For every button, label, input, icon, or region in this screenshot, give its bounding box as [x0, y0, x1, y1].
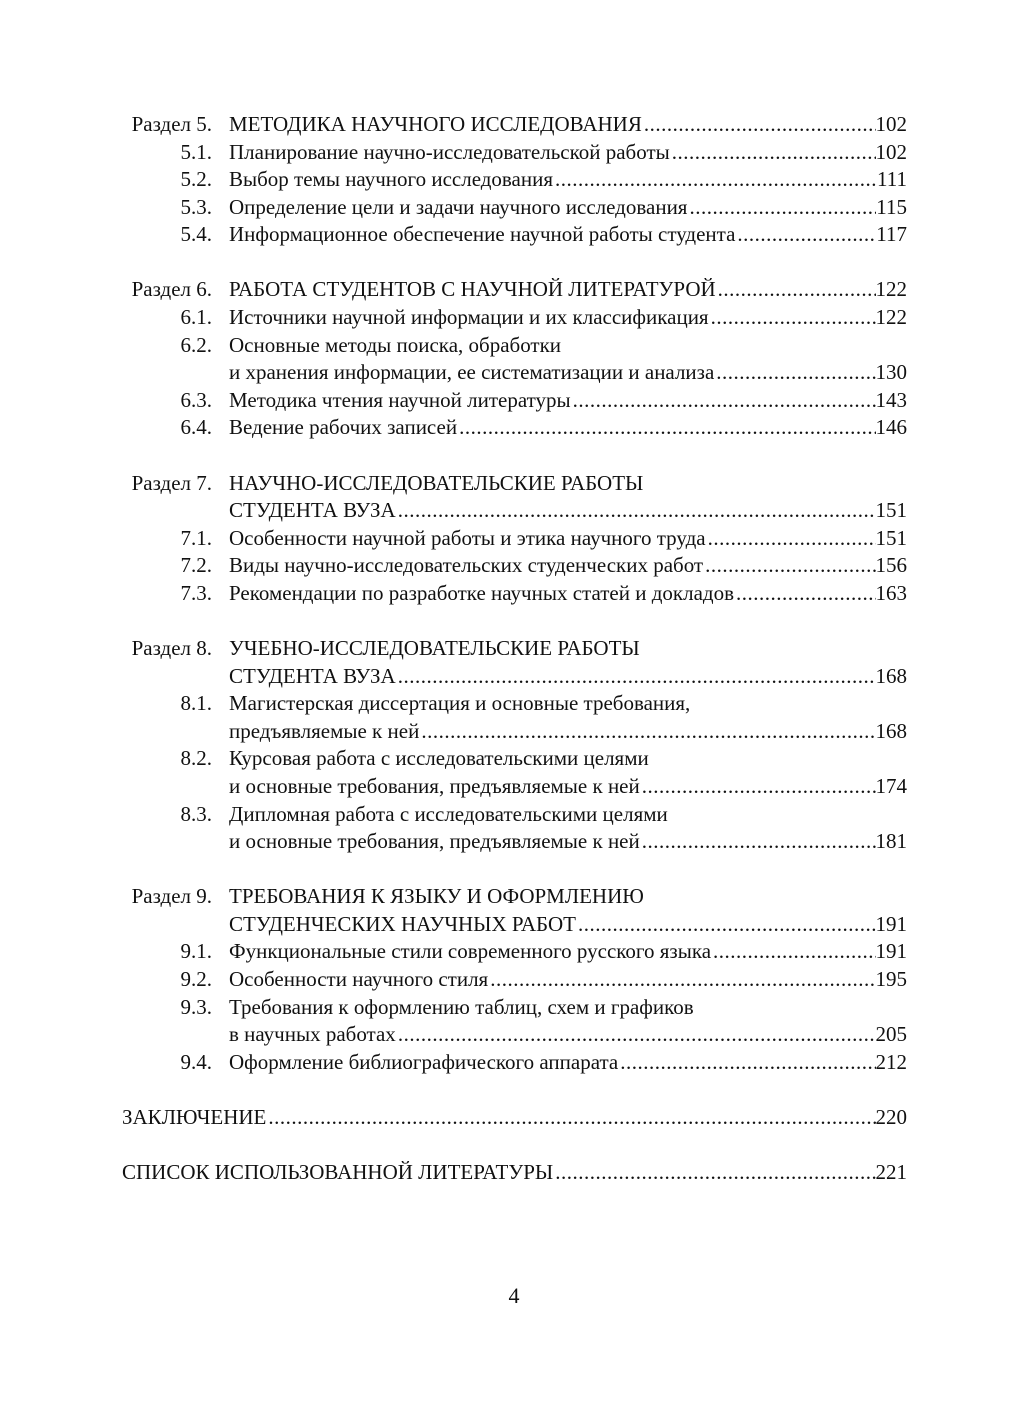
dot-leader: [706, 525, 876, 553]
dot-leader: [488, 966, 875, 994]
entry-page: 220: [875, 1104, 907, 1129]
dot-leader: [714, 359, 875, 387]
toc-entry: [122, 139, 907, 167]
toc-entry: [122, 1104, 907, 1132]
entry-title: Рекомендации по разработке научных статей и докладов: [229, 580, 734, 605]
entry-page: 191: [875, 939, 907, 964]
toc-entry: [122, 221, 907, 249]
dot-leader: [419, 718, 875, 746]
entry-page: 130: [875, 360, 907, 385]
toc-entry: [122, 745, 907, 773]
dot-leader: [703, 552, 875, 580]
entry-body: [229, 718, 907, 746]
dot-leader: [734, 580, 876, 608]
toc-entry: [122, 718, 907, 746]
entry-title: Методика чтения научной литературы: [229, 387, 571, 412]
entry-title: СПИСОК ИСПОЛЬЗОВАННОЙ ЛИТЕРАТУРЫ: [122, 1160, 554, 1184]
entry-title: Ведение рабочих записей: [229, 415, 458, 440]
entry-body: [229, 525, 907, 553]
entry-body: [229, 359, 907, 387]
entry-title: и хранения информации, ее систематизации и анализа: [229, 360, 715, 385]
entry-body: [229, 1021, 907, 1049]
entry-title: Особенности научной работы и этика научного труда: [229, 525, 706, 550]
toc-entry: [122, 359, 907, 387]
entry-body: [229, 304, 907, 332]
page-number: 4: [508, 1283, 520, 1308]
dot-leader: [640, 773, 876, 801]
entry-title: СТУДЕНЧЕСКИХ НАУЧНЫХ РАБОТ: [229, 911, 576, 936]
toc-entry: [122, 994, 907, 1022]
entry-title: МЕТОДИКА НАУЧНОГО ИССЛЕДОВАНИЯ: [229, 112, 642, 136]
entry-number: Раздел 7.: [131, 470, 212, 495]
toc-section: [122, 635, 907, 856]
entry-title: Функциональные стили современного русского языка: [229, 939, 712, 964]
entry-title: Определение цели и задачи научного исследования: [229, 194, 688, 219]
entry-body: [229, 883, 907, 911]
toc-section: [122, 470, 907, 608]
toc-entry: [122, 552, 907, 580]
entry-body: [122, 1104, 907, 1132]
entry-number: 9.4.: [180, 1049, 212, 1074]
entry-number: 7.2.: [180, 553, 212, 578]
entry-body: [229, 745, 907, 773]
entry-title: и основные требования, предъявляемые к ней: [229, 829, 640, 854]
toc-entry: [122, 414, 907, 442]
toc-entry: [122, 1049, 907, 1077]
entry-number: 5.3.: [180, 194, 212, 219]
toc-section: [122, 1104, 907, 1132]
toc-entry: [122, 773, 907, 801]
toc-entry: [122, 911, 907, 939]
dot-leader: [735, 221, 876, 249]
entry-title: Информационное обеспечение научной работы студента: [229, 222, 736, 247]
entry-page: 117: [876, 222, 907, 247]
toc-entry: [122, 938, 907, 966]
toc-entry: [122, 966, 907, 994]
entry-title: ЗАКЛЮЧЕНИЕ: [122, 1104, 267, 1129]
entry-number: 5.2.: [180, 167, 212, 192]
entry-title: Оформление библиографического аппарата: [229, 1049, 619, 1074]
entry-body: [229, 773, 907, 801]
toc-section: [122, 276, 907, 442]
entry-title: ТРЕБОВАНИЯ К ЯЗЫКУ И ОФОРМЛЕНИЮ: [229, 884, 644, 909]
entry-page: 174: [875, 773, 907, 798]
entry-title: УЧЕБНО-ИССЛЕДОВАТЕЛЬСКИЕ РАБОТЫ: [229, 636, 640, 660]
entry-page: 122: [875, 277, 907, 302]
dot-leader: [716, 276, 876, 304]
entry-page: 102: [875, 139, 907, 164]
entry-body: [229, 332, 907, 360]
entry-number: 8.3.: [180, 801, 212, 826]
dot-leader: [553, 1159, 875, 1187]
dot-leader: [642, 111, 876, 139]
entry-body: [229, 663, 907, 691]
entry-title: Основные методы поиска, обработки: [229, 332, 562, 357]
entry-number: 7.3.: [180, 580, 212, 605]
entry-title: Виды научно-исследовательских студенческих работ: [229, 553, 704, 578]
entry-body: [229, 111, 907, 139]
entry-number: 8.1.: [180, 691, 212, 716]
entry-number: Раздел 6.: [131, 277, 212, 302]
entry-page: 168: [875, 663, 907, 688]
entry-number: Раздел 8.: [131, 636, 212, 660]
entry-number: 6.3.: [180, 387, 212, 412]
entry-title: Требования к оформлению таблиц, схем и графиков: [229, 994, 694, 1019]
entry-page: 163: [875, 580, 907, 605]
dot-leader: [396, 663, 876, 691]
toc-entry: [122, 883, 907, 911]
toc-entry: [122, 1159, 907, 1187]
entry-title: Дипломная работа с исследовательскими целями: [229, 801, 668, 826]
entry-title: СТУДЕНТА ВУЗА: [229, 663, 396, 688]
entry-body: [229, 552, 907, 580]
entry-body: [229, 276, 907, 304]
toc-entry: [122, 690, 907, 718]
toc-entry: [122, 304, 907, 332]
dot-leader: [640, 828, 876, 856]
toc-entry: [122, 194, 907, 222]
toc-entry: [122, 635, 907, 663]
entry-page: 181: [875, 829, 907, 854]
entry-page: 212: [875, 1049, 907, 1074]
entry-page: 151: [875, 498, 907, 523]
entry-title: Источники научной информации и их классификация: [229, 305, 709, 330]
entry-number: 6.4.: [180, 415, 212, 440]
entry-page: 221: [875, 1160, 907, 1184]
toc-entry: [122, 801, 907, 829]
dot-leader: [396, 497, 876, 525]
toc-entry: [122, 828, 907, 856]
entry-page: 122: [875, 305, 907, 330]
entry-body: [229, 221, 907, 249]
entry-number: Раздел 9.: [131, 884, 212, 909]
entry-number: Раздел 5.: [131, 112, 212, 136]
toc-entry: [122, 470, 907, 498]
entry-number: 8.2.: [180, 746, 212, 771]
entry-title: СТУДЕНТА ВУЗА: [229, 498, 396, 523]
entry-body: [229, 801, 907, 829]
entry-body: [229, 414, 907, 442]
dot-leader: [618, 1049, 875, 1077]
entry-title: Особенности научного стиля: [229, 967, 489, 992]
toc-entry: [122, 332, 907, 360]
entry-page: 143: [875, 387, 907, 412]
entry-body: [229, 470, 907, 498]
dot-leader: [576, 911, 876, 939]
entry-number: 9.1.: [180, 939, 212, 964]
entry-body: [229, 828, 907, 856]
toc-entry: [122, 387, 907, 415]
table-of-contents: [122, 111, 907, 1214]
dot-leader: [571, 387, 876, 415]
entry-number: 5.1.: [180, 139, 212, 164]
entry-page: 111: [877, 167, 907, 192]
toc-entry: [122, 1021, 907, 1049]
entry-page: 195: [875, 967, 907, 992]
entry-body: [229, 1049, 907, 1077]
entry-title: и основные требования, предъявляемые к ней: [229, 773, 640, 798]
entry-number: 9.2.: [180, 967, 212, 992]
entry-page: 168: [875, 718, 907, 743]
entry-title: РАБОТА СТУДЕНТОВ С НАУЧНОЙ ЛИТЕРАТУРОЙ: [229, 277, 716, 302]
toc-section: [122, 883, 907, 1076]
dot-leader: [711, 938, 875, 966]
entry-title: Магистерская диссертация и основные требования,: [229, 691, 691, 716]
toc-section: [122, 1159, 907, 1187]
entry-body: [229, 194, 907, 222]
dot-leader: [457, 414, 875, 442]
entry-number: 6.2.: [180, 332, 212, 357]
entry-page: 146: [875, 415, 907, 440]
entry-body: [229, 690, 907, 718]
toc-entry: [122, 166, 907, 194]
entry-body: [229, 938, 907, 966]
entry-title: Планирование научно-исследовательской работы: [229, 139, 670, 164]
entry-body: [229, 966, 907, 994]
entry-title: предъявляемые к ней: [229, 718, 420, 743]
entry-title: в научных работах: [229, 1022, 396, 1047]
dot-leader: [709, 304, 876, 332]
toc-entry: [122, 580, 907, 608]
toc-section: [122, 111, 907, 249]
entry-number: 7.1.: [180, 525, 212, 550]
entry-number: 5.4.: [180, 222, 212, 247]
entry-title: Курсовая работа с исследовательскими целями: [229, 746, 649, 771]
entry-page: 205: [875, 1022, 907, 1047]
toc-entry: [122, 111, 907, 139]
dot-leader: [553, 166, 877, 194]
entry-title: Выбор темы научного исследования: [229, 167, 554, 192]
entry-number: 6.1.: [180, 305, 212, 330]
entry-body: [122, 1159, 907, 1187]
dot-leader: [670, 139, 876, 167]
entry-body: [229, 166, 907, 194]
entry-body: [229, 580, 907, 608]
toc-entry: [122, 497, 907, 525]
entry-page: 151: [875, 525, 907, 550]
entry-page: 102: [875, 112, 907, 136]
entry-body: [229, 911, 907, 939]
entry-page: 156: [875, 553, 907, 578]
entry-page: 115: [876, 194, 907, 219]
dot-leader: [266, 1104, 875, 1132]
entry-page: 191: [875, 911, 907, 936]
dot-leader: [687, 194, 876, 222]
entry-body: [229, 387, 907, 415]
entry-title: НАУЧНО-ИССЛЕДОВАТЕЛЬСКИЕ РАБОТЫ: [229, 470, 644, 495]
entry-number: 9.3.: [180, 994, 212, 1019]
entry-body: [229, 139, 907, 167]
dot-leader: [396, 1021, 876, 1049]
entry-body: [229, 497, 907, 525]
entry-body: [229, 635, 907, 663]
toc-entry: [122, 276, 907, 304]
toc-entry: [122, 663, 907, 691]
toc-entry: [122, 525, 907, 553]
entry-body: [229, 994, 907, 1022]
